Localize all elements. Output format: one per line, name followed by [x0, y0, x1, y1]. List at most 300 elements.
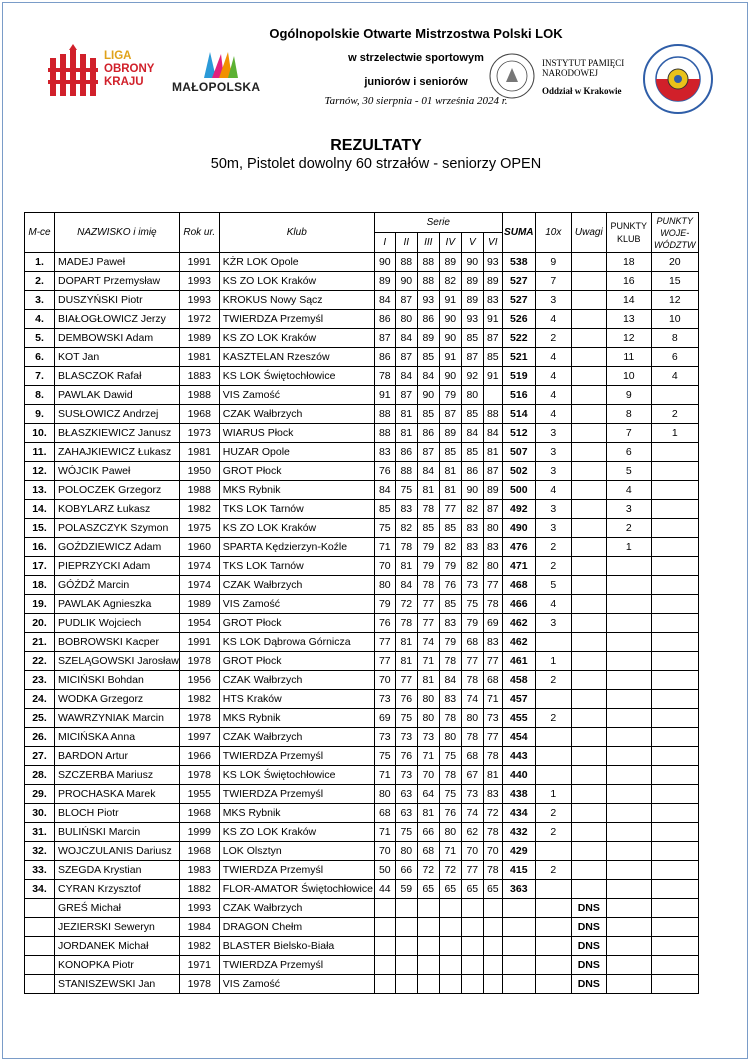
name-cell: BIAŁOGŁOWICZ Jerzy [55, 310, 180, 329]
sum-cell: 455 [502, 709, 535, 728]
points-voivodeship-cell: 10 [651, 310, 698, 329]
name-cell: MADEJ Paweł [55, 253, 180, 272]
name-cell: BULIŃSKI Marcin [55, 823, 180, 842]
year-cell: 1968 [179, 405, 219, 424]
points-club-cell: 8 [606, 405, 651, 424]
series-5-cell: 85 [461, 443, 483, 462]
series-3-cell [417, 937, 439, 956]
sum-cell: 502 [502, 462, 535, 481]
year-cell: 1974 [179, 557, 219, 576]
notes-cell [571, 842, 606, 861]
notes-cell [571, 652, 606, 671]
name-cell: JORDANEK Michał [55, 937, 180, 956]
series-6-cell: 84 [483, 424, 502, 443]
col-series-6: VI [483, 233, 502, 253]
table-row [25, 766, 699, 785]
series-2-cell: 73 [395, 728, 417, 747]
series-1-cell [374, 899, 395, 918]
series-4-cell [439, 937, 461, 956]
name-cell: BOBROWSKI Kacper [55, 633, 180, 652]
series-1-cell: 83 [374, 443, 395, 462]
points-club-cell [606, 614, 651, 633]
series-6-cell: 85 [483, 348, 502, 367]
series-6-cell: 83 [483, 291, 502, 310]
series-5-cell: 77 [461, 652, 483, 671]
place-cell: 3. [25, 291, 55, 310]
sum-cell: 468 [502, 576, 535, 595]
series-4-cell: 89 [439, 253, 461, 272]
series-2-cell: 81 [395, 424, 417, 443]
series-1-cell: 71 [374, 538, 395, 557]
series-2-cell: 76 [395, 690, 417, 709]
year-cell: 1989 [179, 595, 219, 614]
name-cell: SZEGDA Krystian [55, 861, 180, 880]
notes-cell [571, 253, 606, 272]
name-cell: POLASZCZYK Szymon [55, 519, 180, 538]
name-cell: KONOPKA Piotr [55, 956, 180, 975]
series-6-cell: 77 [483, 728, 502, 747]
tens-cell: 4 [535, 386, 571, 405]
series-6-cell [483, 899, 502, 918]
series-3-cell: 71 [417, 747, 439, 766]
points-voivodeship-cell: 8 [651, 329, 698, 348]
points-club-cell: 2 [606, 519, 651, 538]
points-club-cell: 13 [606, 310, 651, 329]
series-3-cell: 88 [417, 272, 439, 291]
points-voivodeship-cell: 15 [651, 272, 698, 291]
series-4-cell: 83 [439, 690, 461, 709]
series-5-cell: 84 [461, 424, 483, 443]
ipn-logo: INSTYTUT PAMIĘCI NARODOWEJ Oddział w Krakowie [488, 52, 628, 102]
sum-cell: 462 [502, 614, 535, 633]
notes-cell: DNS [571, 956, 606, 975]
series-6-cell: 78 [483, 595, 502, 614]
name-cell: PUDLIK Wojciech [55, 614, 180, 633]
sum-cell: 471 [502, 557, 535, 576]
year-cell: 1993 [179, 291, 219, 310]
name-cell: BLOCH Piotr [55, 804, 180, 823]
series-5-cell: 93 [461, 310, 483, 329]
points-voivodeship-cell: 20 [651, 253, 698, 272]
tens-cell: 3 [535, 500, 571, 519]
table-row [25, 272, 699, 291]
points-voivodeship-cell [651, 804, 698, 823]
year-cell: 1993 [179, 899, 219, 918]
tens-cell: 1 [535, 652, 571, 671]
series-3-cell: 86 [417, 424, 439, 443]
series-5-cell: 79 [461, 614, 483, 633]
sum-cell: 457 [502, 690, 535, 709]
points-club-cell [606, 576, 651, 595]
club-cell: KS ZO LOK Kraków [219, 329, 374, 348]
year-cell: 1984 [179, 918, 219, 937]
notes-cell: DNS [571, 975, 606, 994]
place-cell: 23. [25, 671, 55, 690]
notes-cell [571, 766, 606, 785]
points-voivodeship-cell [651, 595, 698, 614]
table-row [25, 329, 699, 348]
series-3-cell: 73 [417, 728, 439, 747]
series-4-cell: 84 [439, 671, 461, 690]
series-2-cell [395, 899, 417, 918]
points-club-cell [606, 880, 651, 899]
points-club-cell [606, 918, 651, 937]
series-1-cell [374, 956, 395, 975]
results-body [25, 253, 699, 994]
series-6-cell [483, 937, 502, 956]
series-4-cell: 65 [439, 880, 461, 899]
series-3-cell: 84 [417, 462, 439, 481]
notes-cell [571, 329, 606, 348]
points-club-cell [606, 690, 651, 709]
place-cell: 16. [25, 538, 55, 557]
series-4-cell: 91 [439, 291, 461, 310]
table-row [25, 956, 699, 975]
notes-cell [571, 519, 606, 538]
tens-cell [535, 918, 571, 937]
notes-cell [571, 747, 606, 766]
name-cell: BARDON Artur [55, 747, 180, 766]
sum-cell: 466 [502, 595, 535, 614]
series-2-cell: 81 [395, 557, 417, 576]
table-row [25, 975, 699, 994]
year-cell: 1982 [179, 937, 219, 956]
points-club-cell: 12 [606, 329, 651, 348]
sum-cell: 500 [502, 481, 535, 500]
club-cell: TWIERDZA Przemyśl [219, 747, 374, 766]
tens-cell: 2 [535, 709, 571, 728]
points-club-cell [606, 595, 651, 614]
notes-cell [571, 804, 606, 823]
place-cell: 33. [25, 861, 55, 880]
club-cell: KŻR LOK Opole [219, 253, 374, 272]
series-3-cell: 72 [417, 861, 439, 880]
series-6-cell: 68 [483, 671, 502, 690]
table-row [25, 918, 699, 937]
year-cell: 1883 [179, 367, 219, 386]
sum-cell: 363 [502, 880, 535, 899]
series-5-cell: 83 [461, 538, 483, 557]
year-cell: 1978 [179, 766, 219, 785]
points-club-cell: 3 [606, 500, 651, 519]
sum-cell [502, 899, 535, 918]
series-1-cell: 89 [374, 272, 395, 291]
club-cell: WIARUS Płock [219, 424, 374, 443]
series-6-cell [483, 918, 502, 937]
club-cell: GROT Płock [219, 614, 374, 633]
series-2-cell: 83 [395, 500, 417, 519]
place-cell: 29. [25, 785, 55, 804]
club-cell: FLOR-AMATOR Świętochłowice [219, 880, 374, 899]
points-club-cell: 4 [606, 481, 651, 500]
name-cell: PROCHASKA Marek [55, 785, 180, 804]
tens-cell: 3 [535, 614, 571, 633]
series-6-cell: 77 [483, 652, 502, 671]
series-5-cell: 87 [461, 348, 483, 367]
series-1-cell: 75 [374, 519, 395, 538]
sum-cell: 458 [502, 671, 535, 690]
club-cell: VIS Zamość [219, 975, 374, 994]
series-3-cell: 81 [417, 671, 439, 690]
place-cell: 30. [25, 804, 55, 823]
sum-cell: 519 [502, 367, 535, 386]
tens-cell: 2 [535, 861, 571, 880]
series-1-cell: 84 [374, 291, 395, 310]
notes-cell [571, 614, 606, 633]
sum-cell [502, 937, 535, 956]
series-6-cell: 83 [483, 538, 502, 557]
series-6-cell: 91 [483, 367, 502, 386]
sum-cell: 440 [502, 766, 535, 785]
points-club-cell [606, 823, 651, 842]
series-1-cell: 78 [374, 367, 395, 386]
series-2-cell: 75 [395, 481, 417, 500]
year-cell: 1954 [179, 614, 219, 633]
series-6-cell: 83 [483, 785, 502, 804]
series-2-cell [395, 956, 417, 975]
club-cell: DRAGON Chełm [219, 918, 374, 937]
series-4-cell: 71 [439, 842, 461, 861]
table-row [25, 462, 699, 481]
series-3-cell: 79 [417, 538, 439, 557]
tens-cell: 2 [535, 804, 571, 823]
series-3-cell: 85 [417, 348, 439, 367]
points-club-cell: 1 [606, 538, 651, 557]
club-cell: SPARTA Kędzierzyn-Koźle [219, 538, 374, 557]
tens-cell: 4 [535, 348, 571, 367]
series-2-cell: 63 [395, 785, 417, 804]
name-cell: WAWRZYNIAK Marcin [55, 709, 180, 728]
year-cell: 1982 [179, 500, 219, 519]
series-3-cell: 86 [417, 310, 439, 329]
series-3-cell: 78 [417, 500, 439, 519]
points-voivodeship-cell [651, 842, 698, 861]
points-club-cell [606, 728, 651, 747]
series-4-cell [439, 918, 461, 937]
table-row [25, 500, 699, 519]
series-4-cell: 81 [439, 481, 461, 500]
club-cell: LOK Olsztyn [219, 842, 374, 861]
year-cell: 1973 [179, 424, 219, 443]
series-5-cell: 74 [461, 690, 483, 709]
series-6-cell: 78 [483, 747, 502, 766]
place-cell: 7. [25, 367, 55, 386]
year-cell: 1993 [179, 272, 219, 291]
series-4-cell: 81 [439, 462, 461, 481]
series-3-cell: 89 [417, 329, 439, 348]
malopolska-logo: MAŁOPOLSKA [172, 50, 272, 98]
club-cell: CZAK Wałbrzych [219, 899, 374, 918]
points-voivodeship-cell [651, 652, 698, 671]
series-2-cell: 81 [395, 405, 417, 424]
name-cell: BLASCZOK Rafał [55, 367, 180, 386]
series-6-cell: 93 [483, 253, 502, 272]
series-6-cell: 87 [483, 500, 502, 519]
year-cell: 1981 [179, 443, 219, 462]
year-cell: 1991 [179, 633, 219, 652]
year-cell: 1982 [179, 690, 219, 709]
series-3-cell: 80 [417, 709, 439, 728]
series-4-cell: 78 [439, 709, 461, 728]
tens-cell [535, 899, 571, 918]
year-cell: 1991 [179, 253, 219, 272]
series-5-cell: 75 [461, 595, 483, 614]
series-4-cell: 75 [439, 747, 461, 766]
series-1-cell: 88 [374, 424, 395, 443]
points-club-cell: 10 [606, 367, 651, 386]
year-cell: 1978 [179, 709, 219, 728]
club-cell: TWIERDZA Przemyśl [219, 310, 374, 329]
year-cell: 1983 [179, 861, 219, 880]
name-cell: SZCZERBA Mariusz [55, 766, 180, 785]
series-6-cell: 89 [483, 481, 502, 500]
points-voivodeship-cell [651, 538, 698, 557]
series-6-cell: 80 [483, 557, 502, 576]
year-cell: 1975 [179, 519, 219, 538]
series-1-cell [374, 975, 395, 994]
points-voivodeship-cell [651, 690, 698, 709]
notes-cell [571, 538, 606, 557]
sum-cell: 443 [502, 747, 535, 766]
points-club-cell: 16 [606, 272, 651, 291]
place-cell: 25. [25, 709, 55, 728]
year-cell: 1974 [179, 576, 219, 595]
series-6-cell: 81 [483, 766, 502, 785]
series-3-cell: 90 [417, 386, 439, 405]
series-1-cell: 90 [374, 253, 395, 272]
points-voivodeship-cell [651, 785, 698, 804]
sum-cell: 476 [502, 538, 535, 557]
series-3-cell: 79 [417, 557, 439, 576]
series-5-cell: 65 [461, 880, 483, 899]
table-row [25, 652, 699, 671]
club-cell: MKS Rybnik [219, 709, 374, 728]
place-cell [25, 975, 55, 994]
series-1-cell: 79 [374, 595, 395, 614]
points-voivodeship-cell [651, 614, 698, 633]
tens-cell: 4 [535, 595, 571, 614]
series-2-cell: 77 [395, 671, 417, 690]
series-5-cell: 62 [461, 823, 483, 842]
points-club-cell [606, 633, 651, 652]
notes-cell: DNS [571, 918, 606, 937]
series-1-cell: 71 [374, 766, 395, 785]
club-cell: VIS Zamość [219, 595, 374, 614]
series-4-cell: 78 [439, 766, 461, 785]
year-cell: 1989 [179, 329, 219, 348]
notes-cell [571, 500, 606, 519]
club-cell: KROKUS Nowy Sącz [219, 291, 374, 310]
points-club-cell [606, 557, 651, 576]
sum-cell: 434 [502, 804, 535, 823]
place-cell: 4. [25, 310, 55, 329]
series-2-cell [395, 918, 417, 937]
series-2-cell: 66 [395, 861, 417, 880]
series-1-cell: 91 [374, 386, 395, 405]
notes-cell [571, 272, 606, 291]
place-cell: 31. [25, 823, 55, 842]
series-1-cell [374, 918, 395, 937]
notes-cell [571, 291, 606, 310]
series-1-cell: 68 [374, 804, 395, 823]
name-cell: MICIŃSKA Anna [55, 728, 180, 747]
series-2-cell: 87 [395, 291, 417, 310]
table-row [25, 538, 699, 557]
series-4-cell: 75 [439, 785, 461, 804]
series-6-cell [483, 386, 502, 405]
col-points-voivodeship: PUNKTY WOJE- WÓDZTW [651, 213, 698, 253]
points-voivodeship-cell [651, 823, 698, 842]
points-club-cell [606, 747, 651, 766]
place-cell: 22. [25, 652, 55, 671]
series-4-cell: 85 [439, 443, 461, 462]
club-cell: GROT Płock [219, 652, 374, 671]
club-cell: TKS LOK Tarnów [219, 500, 374, 519]
series-5-cell: 89 [461, 291, 483, 310]
liga-obrony-kraju-logo: LIGA OBRONY KRAJU [48, 42, 152, 100]
points-voivodeship-cell [651, 386, 698, 405]
tens-cell: 3 [535, 291, 571, 310]
series-6-cell: 78 [483, 861, 502, 880]
year-cell: 1997 [179, 728, 219, 747]
series-5-cell: 80 [461, 709, 483, 728]
tens-cell: 4 [535, 481, 571, 500]
series-5-cell: 78 [461, 728, 483, 747]
place-cell: 9. [25, 405, 55, 424]
series-2-cell: 84 [395, 367, 417, 386]
tens-cell: 2 [535, 557, 571, 576]
series-6-cell: 88 [483, 405, 502, 424]
tens-cell [535, 747, 571, 766]
year-cell: 1988 [179, 481, 219, 500]
series-3-cell: 77 [417, 595, 439, 614]
series-1-cell: 88 [374, 405, 395, 424]
notes-cell: DNS [571, 899, 606, 918]
page-title: REZULTATY [330, 137, 422, 154]
place-cell: 34. [25, 880, 55, 899]
table-row [25, 424, 699, 443]
points-club-cell [606, 842, 651, 861]
table-row [25, 880, 699, 899]
place-cell: 5. [25, 329, 55, 348]
series-6-cell: 70 [483, 842, 502, 861]
club-cell: TWIERDZA Przemyśl [219, 861, 374, 880]
year-cell: 1971 [179, 956, 219, 975]
series-3-cell [417, 899, 439, 918]
table-row [25, 443, 699, 462]
tens-cell [535, 937, 571, 956]
sum-cell: 462 [502, 633, 535, 652]
series-1-cell: 50 [374, 861, 395, 880]
place-cell: 24. [25, 690, 55, 709]
series-6-cell [483, 975, 502, 994]
series-3-cell: 64 [417, 785, 439, 804]
place-cell: 19. [25, 595, 55, 614]
club-cell: MKS Rybnik [219, 481, 374, 500]
results-table [24, 212, 699, 994]
series-5-cell: 82 [461, 500, 483, 519]
name-cell: STANISZEWSKI Jan [55, 975, 180, 994]
tens-cell [535, 690, 571, 709]
series-4-cell: 82 [439, 538, 461, 557]
points-voivodeship-cell [651, 519, 698, 538]
series-5-cell: 73 [461, 785, 483, 804]
series-5-cell: 67 [461, 766, 483, 785]
series-4-cell: 79 [439, 557, 461, 576]
table-row [25, 861, 699, 880]
name-cell: JEZIERSKI Seweryn [55, 918, 180, 937]
club-cell: KS LOK Dąbrowa Górnicza [219, 633, 374, 652]
